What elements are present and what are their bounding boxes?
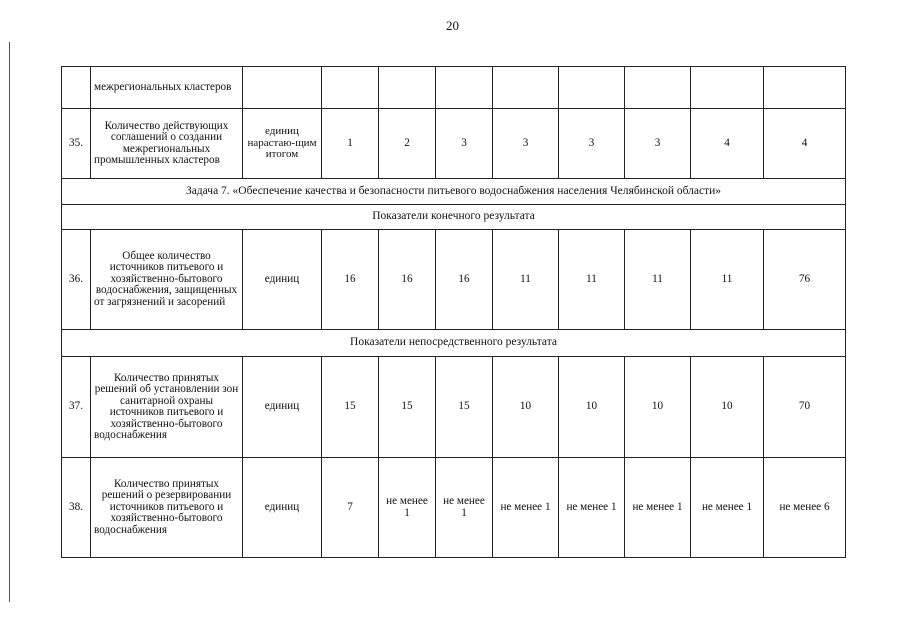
value-cell: не менее 1 <box>559 458 625 558</box>
table-row-38 <box>62 458 846 558</box>
indicators-table <box>61 66 846 558</box>
value-cell: не менее 1 <box>625 458 691 558</box>
indicator-name: межрегиональных кластеров <box>91 67 243 109</box>
unit-cell: единиц <box>243 230 322 330</box>
unit-cell: единиц нарастаю-щим итогом <box>243 109 322 179</box>
value-cell: 15 <box>379 357 436 458</box>
value-cell <box>493 67 559 109</box>
value-cell: 3 <box>436 109 493 179</box>
value-cell: 11 <box>691 230 764 330</box>
unit-cell: единиц <box>243 357 322 458</box>
value-cell: 10 <box>691 357 764 458</box>
value-cell: 4 <box>764 109 846 179</box>
direct-results-heading: Показатели непосредственного результата <box>62 330 846 357</box>
task-7-header-row <box>62 179 846 205</box>
value-cell: 15 <box>436 357 493 458</box>
value-cell: 3 <box>625 109 691 179</box>
value-cell: 76 <box>764 230 846 330</box>
value-cell <box>625 67 691 109</box>
value-cell: 15 <box>322 357 379 458</box>
value-cell: 11 <box>559 230 625 330</box>
row-number: 36. <box>62 230 91 330</box>
value-cell: 10 <box>493 357 559 458</box>
value-cell <box>764 67 846 109</box>
unit-cell <box>243 67 322 109</box>
value-cell: 16 <box>436 230 493 330</box>
value-cell: не менее 1 <box>436 458 493 558</box>
value-cell: 70 <box>764 357 846 458</box>
row-number: 38. <box>62 458 91 558</box>
direct-results-header-row <box>62 330 846 357</box>
value-cell: 11 <box>625 230 691 330</box>
row-number: 35. <box>62 109 91 179</box>
final-results-header-row <box>62 205 846 230</box>
row-number <box>62 67 91 109</box>
value-cell: не менее 1 <box>691 458 764 558</box>
value-cell: 3 <box>493 109 559 179</box>
indicator-name: Общее количество источников питьевого и хозяйственно-бытового водоснабжения, защищенных от загрязнений и засорений <box>91 230 243 330</box>
value-cell: 16 <box>379 230 436 330</box>
table-row-35 <box>62 109 846 179</box>
value-cell: 1 <box>322 109 379 179</box>
value-cell: не менее 6 <box>764 458 846 558</box>
indicator-name: Количество принятых решений об установлении зон санитарной охраны источников питьевого и хозяйственно-бытового водоснабжения <box>91 357 243 458</box>
final-results-heading: Показатели конечного результата <box>62 205 846 230</box>
table-row-37 <box>62 357 846 458</box>
value-cell <box>436 67 493 109</box>
indicator-name: Количество принятых решений о резервировании источников питьевого и хозяйственно-бытового водоснабжения <box>91 458 243 558</box>
value-cell: 10 <box>625 357 691 458</box>
value-cell: 11 <box>493 230 559 330</box>
unit-cell: единиц <box>243 458 322 558</box>
value-cell: 4 <box>691 109 764 179</box>
value-cell <box>322 67 379 109</box>
value-cell: 3 <box>559 109 625 179</box>
value-cell <box>691 67 764 109</box>
task-7-heading: Задача 7. «Обеспечение качества и безопасности питьевого водоснабжения населения Челябинской области» <box>62 179 846 205</box>
row-number: 37. <box>62 357 91 458</box>
value-cell: не менее 1 <box>493 458 559 558</box>
value-cell: 2 <box>379 109 436 179</box>
page-number: 20 <box>446 18 459 33</box>
indicator-name: Количество действующих соглашений о создании межрегиональных промышленных кластеров <box>91 109 243 179</box>
value-cell: 7 <box>322 458 379 558</box>
table-row-continuation <box>62 67 846 109</box>
value-cell: 16 <box>322 230 379 330</box>
value-cell <box>559 67 625 109</box>
table-row-36 <box>62 230 846 330</box>
value-cell: не менее 1 <box>379 458 436 558</box>
page-edge-line <box>9 42 10 602</box>
value-cell <box>379 67 436 109</box>
value-cell: 10 <box>559 357 625 458</box>
